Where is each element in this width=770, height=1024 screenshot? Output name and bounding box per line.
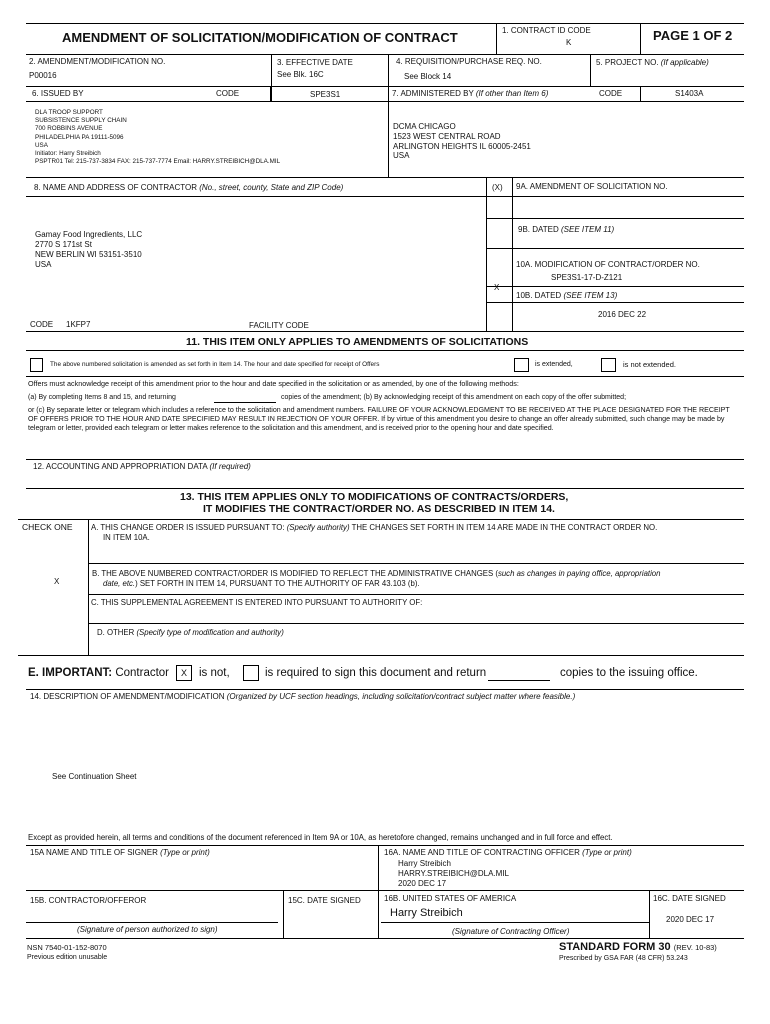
copies-return-blank (488, 680, 550, 681)
administered-by-label-text: 7. ADMINISTERED BY (392, 89, 474, 98)
date-16c-label: 16C. DATE SIGNED (653, 894, 726, 903)
rule (271, 54, 272, 101)
rule (381, 922, 649, 923)
rule (26, 376, 744, 377)
rule (26, 459, 744, 460)
check-one-label: CHECK ONE (22, 522, 73, 532)
previous-edition: Previous edition unusable (27, 954, 108, 961)
option-a-post: THE CHANGES SET FORTH IN ITEM 14 ARE MADE IN THE CONTRACT ORDER NO. (351, 523, 658, 532)
rule (26, 54, 744, 55)
rule (88, 594, 744, 595)
is-extended-checkbox[interactable] (514, 358, 529, 372)
dated-10b-value: 2016 DEC 22 (598, 310, 647, 319)
contractor-address: Gamay Food Ingredients, LLC 2770 S 171st St NEW BERLIN WI 53151-3510 USA (35, 230, 143, 269)
issued-code-label: CODE (216, 89, 240, 98)
option-c-text: C. THIS SUPPLEMENTAL AGREEMENT IS ENTERED INTO PURSUANT TO AUTHORITY OF: (91, 598, 423, 607)
contract-id-value: K (566, 38, 572, 47)
copies-label: copies to the issuing office. (560, 667, 698, 679)
option-d-note: (Specify type of modification and authority) (136, 628, 284, 637)
option-b-note: such as changes in paying office, appropriation (497, 569, 661, 578)
description-body: See Continuation Sheet (52, 772, 137, 781)
rule (496, 23, 497, 54)
contractor-code-label: CODE (30, 320, 54, 329)
item11-title: 11. THIS ITEM ONLY APPLIES TO AMENDMENTS OF SOLICITATIONS (186, 336, 529, 348)
admin-code-value: S1403A (675, 89, 704, 98)
contractor-15b-label: 15B. CONTRACTOR/OFFEROR (30, 896, 147, 905)
rule (26, 938, 744, 939)
is-not-label: is not, (199, 667, 230, 679)
rule (26, 331, 744, 332)
rule (486, 286, 744, 287)
is-required-label: is required to sign this document and return (265, 667, 487, 679)
contractor-code-value: 1KFP7 (66, 320, 91, 329)
contractor-label-text: 8. NAME AND ADDRESS OF CONTRACTOR (34, 183, 197, 192)
description-label (30, 692, 575, 701)
option-b-line2 (103, 580, 420, 589)
option-b-note-2: date, etc. (103, 579, 136, 588)
option-d-text (97, 629, 284, 638)
signature-15-caption: (Signature of person authorized to sign) (77, 925, 218, 934)
admin-code-label: CODE (599, 89, 623, 98)
rule (18, 655, 744, 656)
accounting-data-label-text: 12. ACCOUNTING AND APPROPRIATION DATA (33, 462, 208, 471)
is-not-extended-checkbox[interactable] (601, 358, 616, 372)
nsn-number: NSN 7540-01-152-8070 (27, 943, 107, 952)
option-a-note: (Specify authority) (286, 523, 350, 532)
signature-16-caption: (Signature of Contracting Officer) (452, 927, 570, 936)
rule (26, 488, 744, 489)
item11-line1: The above numbered solicitation is amended as set forth in Item 14. The hour and date specified for receipt of Offers (50, 361, 380, 368)
rule (640, 23, 641, 54)
project-no-label-note: (If applicable) (660, 58, 709, 67)
option-a-line2: IN ITEM 10A. (103, 533, 150, 542)
administered-by-label-note: (If other than Item 6) (475, 89, 549, 98)
standard-form-label (559, 941, 717, 954)
officer-16a-value: Harry Streibich HARRY.STREIBICH@DLA.MIL 2020 DEC 17 (398, 859, 509, 888)
rule (26, 922, 278, 923)
important-contractor: Contractor (115, 667, 170, 679)
amendment-no-value: P00016 (29, 71, 57, 80)
dated-10b-label-text: 10B. DATED (516, 291, 562, 300)
effective-date-label: 3. EFFECTIVE DATE (277, 58, 353, 67)
item11-para1: Offers must acknowledge receipt of this amendment prior to the hour and date specified in the solicitation or as amended, by one of the following methods: (28, 379, 519, 388)
rule (26, 23, 744, 24)
rule (26, 845, 744, 846)
rule (590, 54, 591, 86)
option-a-pre: A. THIS CHANGE ORDER IS ISSUED PURSUANT TO: (91, 523, 285, 532)
option-d-pre: D. OTHER (97, 628, 135, 637)
option-b-post: ) SET FORTH IN ITEM 14, PURSUANT TO THE AUTHORITY OF FAR 43.103 (b). (135, 579, 420, 588)
item11-para2b: copies of the amendment; (b) By acknowledging receipt of this amendment on each copy of the offer submitted; (281, 394, 627, 401)
rule (26, 350, 744, 351)
description-label-note: (Organized by UCF section headings, including solicitation/contract subject matter where feasible.) (226, 692, 576, 701)
important-label: E. IMPORTANT: (28, 667, 113, 679)
x-mark-10a: X (494, 283, 500, 292)
rule (486, 248, 744, 249)
facility-code-label: FACILITY CODE (249, 321, 309, 330)
signer-15a-label (30, 848, 210, 857)
officer-16a-text: 16A. NAME AND TITLE OF CONTRACTING OFFICER (384, 848, 580, 857)
copies-blank (214, 402, 276, 403)
rule (283, 890, 284, 938)
item13-title-1: 13. THIS ITEM APPLIES ONLY TO MODIFICATIONS OF CONTRACTS/ORDERS, (180, 491, 569, 503)
project-no-label (596, 58, 709, 67)
x-column-header: (X) (492, 183, 503, 192)
rule (26, 177, 744, 178)
item11-para3: or (c) By separate letter or telegram which includes a reference to the solicitation and amendment numbers. FAILURE OF YOUR ACKNOWLEDGMENT TO BE RECEIVED AT THE PLACE DESIGNATED FOR THE RECEIPT OF OFFERS PRIOR TO THE HOUR AND DATE SPECIFIED MAY RESULT IN REJECTION OF YOUR OFFER. If by virtue of this amendment you desire to change an offer already submitted, such change may be made by telegram or letter, provided each telegram or letter makes reference to the solicitation and this amendment, and is received prior to the opening hour and date specified. (28, 406, 730, 432)
requisition-label: 4. REQUISITION/PURCHASE REQ. NO. (396, 57, 542, 66)
option-b-text (92, 570, 660, 579)
rule (88, 519, 89, 655)
description-label-text: 14. DESCRIPTION OF AMENDMENT/MODIFICATION (30, 692, 225, 701)
standard-form-rev: (REV. 10-83) (673, 943, 717, 952)
dated-9b-label-note: (SEE ITEM 11) (560, 225, 615, 234)
signer-15a-text: 15A NAME AND TITLE OF SIGNER (30, 848, 158, 857)
is-extended-label: is extended, (535, 361, 573, 368)
is-required-checkbox[interactable] (243, 665, 259, 681)
amendment-solicitation-label: 9A. AMENDMENT OF SOLICITATION NO. (516, 182, 668, 191)
signer-15a-note: (Type or print) (160, 848, 210, 857)
important-line (28, 667, 169, 680)
rule (26, 196, 744, 197)
rule (486, 177, 487, 331)
dated-9b-label-text: 9B. DATED (518, 225, 559, 234)
officer-16a-note: (Type or print) (582, 848, 632, 857)
modification-contract-value: SPE3S1-17-D-Z121 (551, 273, 623, 282)
rule (486, 302, 744, 303)
rule (26, 86, 744, 87)
rule (640, 86, 641, 101)
issued-code-value: SPE3S1 (310, 90, 341, 99)
standard-form-name: STANDARD FORM 30 (559, 941, 671, 953)
form-title: AMENDMENT OF SOLICITATION/MODIFICATION OF CONTRACT (62, 30, 458, 45)
rule (26, 890, 744, 891)
contractor-label (34, 183, 343, 192)
rule (486, 218, 744, 219)
rule (378, 845, 379, 938)
is-not-checkbox-mark: X (180, 668, 187, 678)
officer-signature: Harry Streibich (390, 907, 463, 919)
accounting-data-label (33, 462, 251, 471)
contract-id-label: 1. CONTRACT ID CODE (502, 26, 591, 35)
issued-by-address: DLA TROOP SUPPORT SUBSISTENCE SUPPLY CHAIN 700 ROBBINS AVENUE PHILADELPHIA PA 19111-5096 USA Initiator: Harry Streibich PSPTR01 Tel: 215-737-3834 FAX: 215-737-7774 Email: HARRY.STREIBICH@DLA.MIL (35, 109, 281, 166)
option-b-mark: X (54, 577, 60, 586)
prescribed-by: Prescribed by GSA FAR (48 CFR) 53.243 (559, 955, 688, 962)
terms-statement: Except as provided herein, all terms and conditions of the document referenced in Item 9A or 10A, as heretofore changed, remains unchanged and in full force and effect. (28, 833, 613, 842)
rule (26, 101, 744, 102)
usa-16b-label: 16B. UNITED STATES OF AMERICA (384, 894, 517, 903)
officer-16a-label (384, 848, 632, 857)
amended-checkbox[interactable] (30, 358, 43, 372)
effective-date-value: See Blk. 16C (277, 70, 324, 79)
administered-by-address: DCMA CHICAGO 1523 WEST CENTRAL ROAD ARLINGTON HEIGHTS IL 60005-2451 USA (393, 122, 531, 161)
accounting-data-label-note: (If required) (209, 462, 251, 471)
dated-10b-label (516, 291, 617, 300)
option-a-text (91, 524, 657, 533)
rule (18, 519, 744, 520)
dated-10b-label-note: (SEE ITEM 13) (563, 291, 618, 300)
rule (88, 563, 744, 564)
dated-9b-label (518, 225, 614, 234)
item11-para2a: (a) By completing Items 8 and 15, and returning (28, 394, 176, 401)
project-no-label-text: 5. PROJECT NO. (596, 58, 659, 67)
requisition-value: See Block 14 (404, 72, 452, 81)
rule (512, 177, 513, 331)
page-number: PAGE 1 OF 2 (653, 28, 733, 43)
date-16c-value: 2020 DEC 17 (666, 915, 715, 924)
rule (270, 86, 271, 101)
rule (88, 623, 744, 624)
is-not-extended-label: is not extended. (623, 360, 676, 369)
option-b-pre: B. THE ABOVE NUMBERED CONTRACT/ORDER IS MODIFIED TO REFLECT THE ADMINISTRATIVE CHANGES ( (92, 569, 498, 578)
contractor-label-note: (No., street, county, State and ZIP Code) (199, 183, 344, 192)
is-not-checkbox[interactable] (176, 665, 192, 681)
rule (26, 689, 744, 690)
date-15c-label: 15C. DATE SIGNED (288, 896, 361, 905)
rule (649, 890, 650, 938)
amendment-no-label: 2. AMENDMENT/MODIFICATION NO. (29, 57, 166, 66)
rule (388, 54, 389, 177)
issued-by-label: 6. ISSUED BY (32, 89, 84, 98)
administered-by-label (392, 89, 548, 98)
item13-title-2: IT MODIFIES THE CONTRACT/ORDER NO. AS DESCRIBED IN ITEM 14. (203, 503, 555, 515)
modification-contract-label: 10A. MODIFICATION OF CONTRACT/ORDER NO. (516, 260, 700, 269)
